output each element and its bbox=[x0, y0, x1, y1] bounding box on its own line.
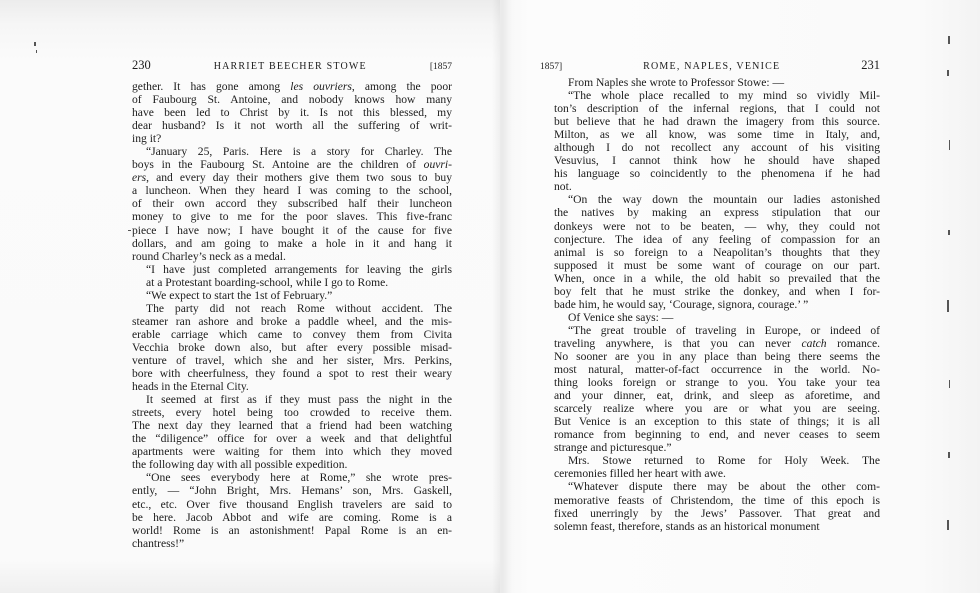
text-line: Mrs. Stowe returned to Rome for Holy Week. The bbox=[568, 454, 880, 468]
text-line: streets, every hotel being too crowded to receive them. bbox=[132, 406, 452, 420]
text-line: When, once in a while, the old habit so prevailed that the bbox=[554, 271, 880, 285]
scan-mark bbox=[128, 230, 131, 231]
scan-mark bbox=[949, 380, 950, 388]
text-line: fixed unerringly by the Jews’ Passover. That great and bbox=[554, 506, 880, 520]
text-line: dear husband? Is it not worth all the suffering of writ- bbox=[132, 119, 452, 133]
text-line: of Faubourg St. Antoine, and nobody knows how many bbox=[132, 93, 452, 107]
text-line: money to give to me for the poor slaves. This five-franc bbox=[132, 210, 452, 224]
text-line: solemn feast, therefore, stands as an historical monument bbox=[554, 519, 820, 533]
text-line: not. bbox=[554, 180, 572, 194]
text-line: heads in the Eternal City. bbox=[132, 380, 249, 394]
text-line: at a Protestant boarding-school, while I go to Rome. bbox=[146, 275, 389, 289]
text-line: a luncheon. When they heard I was coming to the school, bbox=[132, 184, 452, 198]
text-line: of their own accord they subscribed half their luncheon bbox=[132, 197, 452, 211]
scan-mark bbox=[947, 300, 949, 312]
text-line: steamer ran ashore and broke a paddle wheel, and the mis- bbox=[132, 314, 452, 328]
text-line: “January 25, Paris. Here is a story for Charley. The bbox=[146, 145, 452, 159]
text-line: dollars, and am going to make a hole in it and hang it bbox=[132, 236, 452, 250]
right-header-year: 1857] bbox=[540, 62, 563, 72]
scan-mark bbox=[948, 230, 950, 235]
text-line: be here. Jacob Abbot and wife are coming. Rome is a bbox=[132, 510, 452, 524]
text-line: scarcely realize where you are or what you are seeing. bbox=[554, 402, 880, 416]
text-line: But Venice is an exception to this state of things; it is all bbox=[554, 415, 880, 429]
scan-mark bbox=[947, 520, 949, 530]
text-line: the natives by making an express stipulation that our bbox=[554, 206, 880, 220]
text-line: boy felt that he must strike the donkey, and when I for- bbox=[554, 284, 880, 298]
text-line: animal is so foreign to a Neapolitan’s thoughts that they bbox=[554, 245, 880, 259]
text-line: most natural, matter-of-fact occurrence in the world. No- bbox=[554, 363, 880, 377]
text-line: the “diligence” office for over a week and that delightful bbox=[132, 432, 452, 446]
text-line: “On the way down the mountain our ladies astonished bbox=[568, 193, 880, 207]
text-line: have been led to Christ by it. Is not this blessed, my bbox=[132, 106, 452, 120]
text-line: thing looks foreign or strange to you. You take your tea bbox=[554, 376, 880, 390]
text-line: “Whatever dispute there may be about the other com- bbox=[568, 480, 880, 494]
book-gutter bbox=[492, 0, 512, 593]
text-line: chantress!” bbox=[132, 536, 185, 550]
left-running-title: HARRIET BEECHER STOWE bbox=[213, 61, 367, 72]
right-page-number: 231 bbox=[861, 58, 880, 72]
text-line: ently, — “John Bright, Mrs. Hemans’ son, Mrs. Gaskell, bbox=[132, 484, 452, 498]
scan-mark bbox=[947, 70, 949, 76]
text-line: but believe that he had drawn the imagery from this source. bbox=[554, 115, 880, 129]
text-line: world! Rome is an astonishment! Papal Rome is an en- bbox=[132, 523, 452, 537]
text-line: strange and picturesque.” bbox=[554, 441, 672, 455]
right-body-text bbox=[554, 76, 880, 533]
text-line: apartments were waiting for them into which they moved bbox=[132, 445, 452, 459]
text-line: memorative feasts of Christendom, the time of this epoch is bbox=[554, 493, 880, 507]
scan-mark bbox=[36, 50, 37, 53]
text-line: ceremonies filled her heart with awe. bbox=[554, 467, 726, 481]
text-line: Vesuvius, I cannot think how he should have shaped bbox=[554, 154, 880, 168]
text-line: No sooner are you in any place than being there seems the bbox=[554, 349, 880, 363]
scan-mark bbox=[949, 140, 950, 150]
text-line: The party did not reach Rome without accident. The bbox=[146, 301, 452, 315]
text-line: Of Venice she says: — bbox=[568, 310, 674, 324]
right-running-title: ROME, NAPLES, VENICE bbox=[643, 61, 781, 72]
text-line: ing it? bbox=[132, 132, 162, 146]
text-line: supposed it must be some want of courage on our part. bbox=[554, 258, 880, 272]
text-line: erable carriage which came to convey them from Civita bbox=[132, 327, 452, 341]
text-line: round Charley’s neck as a medal. bbox=[132, 249, 286, 263]
text-line: “The great trouble of traveling in Europe, or indeed of bbox=[568, 323, 880, 337]
scan-mark bbox=[948, 36, 950, 44]
scan-mark bbox=[34, 42, 36, 46]
right-running-header bbox=[540, 58, 880, 73]
text-line: boys in the Faubourg St. Antoine are the children of ouvri- bbox=[132, 158, 452, 172]
text-line: his language so coincidently to the phenomena if he had bbox=[554, 167, 880, 181]
text-line: It seemed at first as if they must pass the night in the bbox=[146, 393, 452, 407]
text-line: piece I have now; I have bought it of the cause for five bbox=[132, 223, 452, 237]
text-line: “One sees everybody here at Rome,” she wrote pres- bbox=[146, 471, 452, 485]
left-page-number: 230 bbox=[132, 58, 151, 72]
text-line: ton’s description of the infernal regions, that I could not bbox=[554, 102, 880, 116]
text-line: ers, and every day their mothers give them two sous to buy bbox=[132, 171, 452, 185]
left-header-year: [1857 bbox=[429, 62, 452, 72]
text-line: bade him, he would say, ‘Courage, signora, courage.’ ” bbox=[554, 297, 809, 311]
text-line: and your dinner, eat, drink, and sleep as aforetime, and bbox=[554, 389, 880, 403]
left-body-text bbox=[132, 80, 452, 550]
text-line: “I have just completed arrangements for leaving the girls bbox=[146, 262, 452, 276]
text-line: the following day with all possible expedition. bbox=[132, 458, 348, 472]
text-line: donkeys were not to be beaten, — why, they could not bbox=[554, 219, 880, 233]
text-line: bore with cheerfulness, they found a spot to rest their weary bbox=[132, 367, 452, 381]
text-line: “The whole place recalled to my mind so vividly Mil- bbox=[568, 89, 880, 103]
text-line: conjecture. The idea of any feeling of compassion for an bbox=[554, 232, 880, 246]
text-line: etc., etc. Over five thousand English travelers are said to bbox=[132, 497, 452, 511]
scan-mark bbox=[948, 452, 950, 458]
text-line: traveling anywhere, is that you can never catch romance. bbox=[554, 336, 880, 350]
right-page bbox=[500, 0, 980, 593]
text-line: although I do not recollect any account of his visiting bbox=[554, 141, 880, 155]
text-line: Milton, as we all know, was some time in Italy, and, bbox=[554, 128, 880, 142]
text-line: gether. It has gone among les ouvriers, among the poor bbox=[132, 80, 452, 93]
text-line: The next day they learned that a friend had been watching bbox=[132, 419, 452, 433]
text-line: romance from beginning to end, and never ceases to seem bbox=[554, 428, 880, 442]
text-line: From Naples she wrote to Professor Stowe: — bbox=[568, 76, 785, 89]
text-line: “We expect to start the 1st of February.” bbox=[146, 288, 333, 302]
text-line: venture of travel, which she and her sister, Mrs. Perkins, bbox=[132, 353, 452, 367]
text-line: Vecchia broke down also, but after every possible misad- bbox=[132, 340, 452, 354]
left-running-header bbox=[132, 58, 452, 73]
